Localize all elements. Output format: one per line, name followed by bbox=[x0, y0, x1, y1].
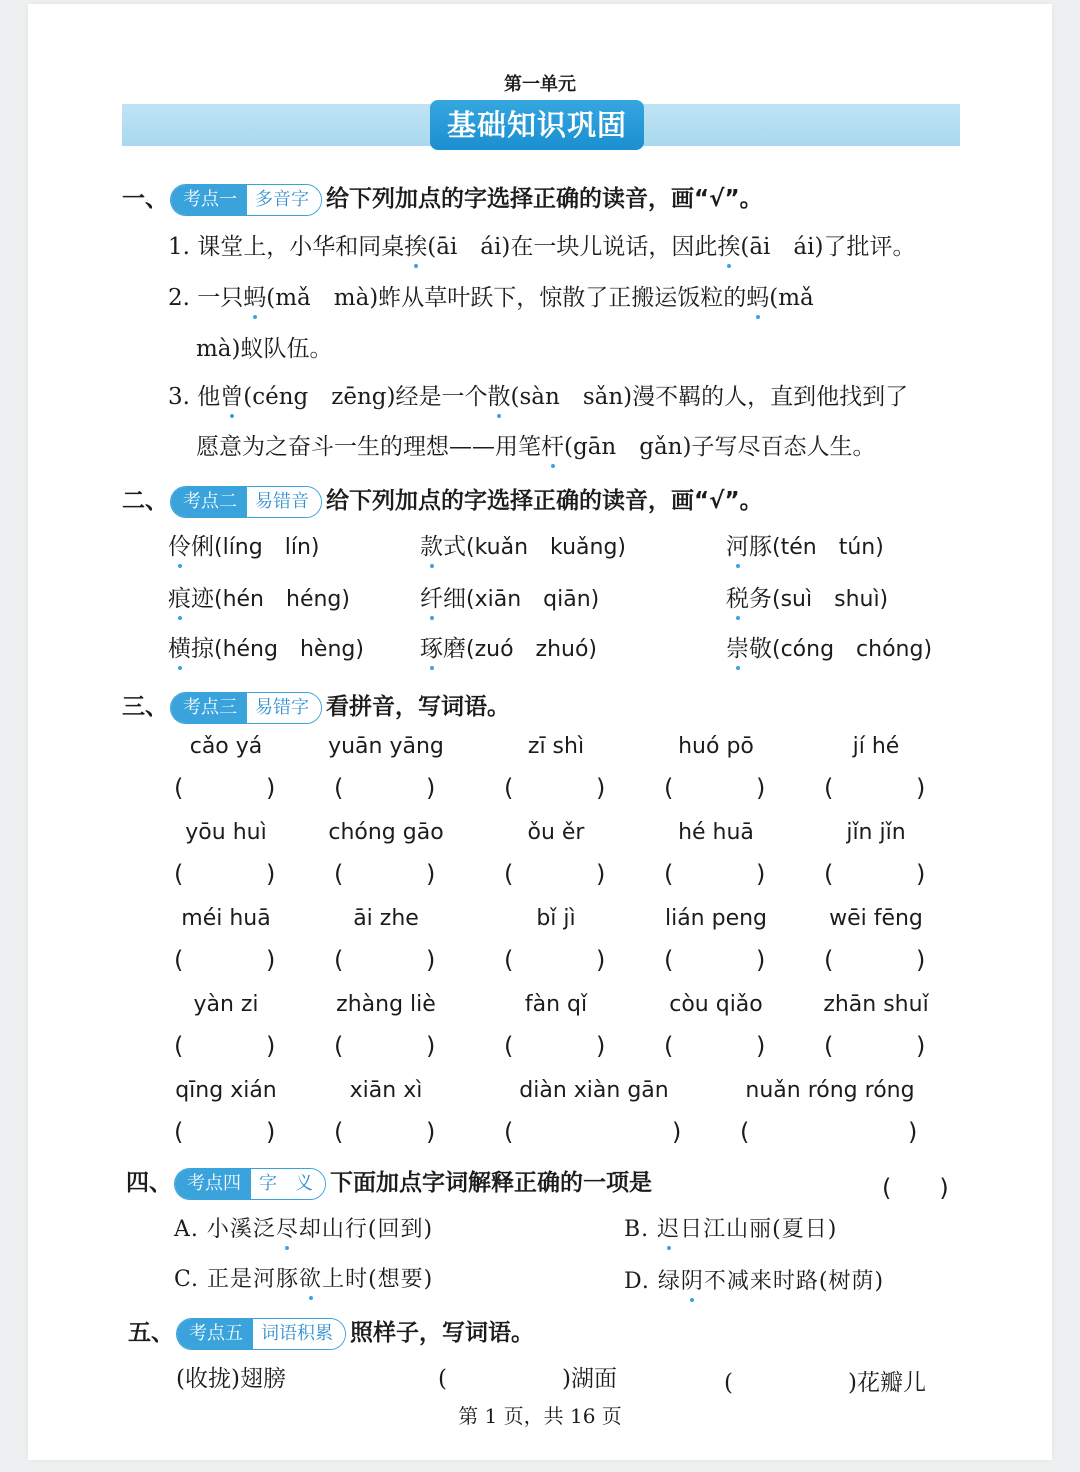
dotted-char: 杆 bbox=[541, 434, 564, 460]
dotted-char: 款 bbox=[420, 534, 443, 560]
question-1-2-cont: mà)蚁队伍。 bbox=[196, 336, 333, 362]
section-4-number: 四、 bbox=[126, 1170, 172, 1196]
pinyin-prompt: xiān xì bbox=[349, 1078, 423, 1103]
pinyin-prompt: nuǎn róng róng bbox=[745, 1078, 915, 1103]
pinyin-prompt: cǎo yá bbox=[189, 734, 263, 759]
answer-box-close[interactable]: ) bbox=[426, 860, 436, 888]
pinyin-prompt: yàn zi bbox=[193, 992, 259, 1017]
pinyin-prompt: huó pō bbox=[678, 734, 754, 759]
section-3-instruction: 看拼音，写词语。 bbox=[326, 694, 510, 720]
answer-box-open[interactable]: ( bbox=[664, 860, 674, 888]
answer-box-close[interactable]: ) bbox=[908, 1118, 918, 1146]
pinyin-prompt: lián peng bbox=[664, 906, 768, 931]
pinyin-options[interactable]: (héng hèng) bbox=[214, 637, 364, 662]
answer-box-close[interactable]: ) bbox=[266, 774, 276, 802]
pinyin-prompt: zhān shuǐ bbox=[823, 992, 929, 1017]
section-4-tag bbox=[174, 1168, 326, 1200]
question-1-1: 1. 课堂上，小华和同桌挨(āi ái)在一块儿说话，因此挨(āi ái)了批评。 bbox=[168, 234, 916, 260]
answer-box-close[interactable]: ) bbox=[916, 946, 926, 974]
tag-topic: 字 义 bbox=[251, 1169, 325, 1199]
answer-box-close[interactable]: ) bbox=[266, 860, 276, 888]
answer-box-close[interactable]: ) bbox=[266, 1118, 276, 1146]
pinyin-prompt: fàn qǐ bbox=[524, 992, 588, 1017]
pinyin-options[interactable]: (hén héng) bbox=[214, 587, 350, 612]
word-blank-2[interactable]: ( )花瓣儿 bbox=[724, 1370, 926, 1396]
word-blank-1[interactable]: ( )湖面 bbox=[438, 1366, 617, 1392]
pronunciation-item: 税务(suì shuì) bbox=[726, 586, 889, 612]
answer-box-open[interactable]: ( bbox=[174, 1118, 184, 1146]
pronunciation-item: 崇敬(cóng chóng) bbox=[726, 636, 933, 662]
answer-box-close[interactable]: ) bbox=[672, 1118, 682, 1146]
dotted-char: 散 bbox=[487, 384, 511, 410]
answer-box-open[interactable]: ( bbox=[334, 946, 344, 974]
section-3-tag bbox=[170, 692, 322, 724]
dotted-char: 欲 bbox=[299, 1267, 323, 1292]
pinyin-options[interactable]: (xiān qiān) bbox=[466, 587, 600, 612]
pinyin-options[interactable]: (cóng chóng) bbox=[772, 637, 933, 662]
pinyin-prompt: ǒu ěr bbox=[527, 820, 585, 845]
section-1-header bbox=[122, 180, 763, 216]
answer-box-close[interactable]: ) bbox=[596, 860, 606, 888]
pronunciation-item: 琢磨(zuó zhuó) bbox=[420, 636, 598, 662]
section-5-tag bbox=[176, 1318, 346, 1350]
answer-box-close[interactable]: ) bbox=[266, 1032, 276, 1060]
answer-box-open[interactable]: ( bbox=[504, 1032, 514, 1060]
answer-box-open[interactable]: ( bbox=[824, 1032, 834, 1060]
tag-topic: 词语积累 bbox=[253, 1319, 345, 1349]
answer-box-close[interactable]: ) bbox=[756, 860, 766, 888]
answer-box-close[interactable]: ) bbox=[596, 774, 606, 802]
page-footer: 第 1 页，共 16 页 bbox=[458, 1404, 622, 1428]
pinyin-options[interactable]: (kuǎn kuǎng) bbox=[466, 535, 626, 560]
section-5-instruction: 照样子，写词语。 bbox=[350, 1320, 534, 1346]
answer-box-close[interactable]: ) bbox=[426, 946, 436, 974]
pinyin-options[interactable]: (tén tún) bbox=[772, 535, 884, 560]
pronunciation-item: 痕迹(hén héng) bbox=[168, 586, 350, 612]
worksheet-page bbox=[28, 4, 1052, 1460]
dotted-char: 税 bbox=[726, 586, 749, 612]
section-1-instruction: 给下列加点的字选择正确的读音，画“√”。 bbox=[326, 186, 763, 212]
answer-box-open[interactable]: ( bbox=[504, 946, 514, 974]
tag-topic: 易错音 bbox=[247, 487, 321, 517]
tag-label: 考点一 bbox=[171, 185, 247, 215]
section-1-number: 一、 bbox=[122, 186, 168, 212]
pronunciation-item: 纤细(xiān qiān) bbox=[420, 586, 600, 612]
pinyin-prompt: yōu huì bbox=[185, 820, 267, 845]
dotted-char: 蚂 bbox=[243, 285, 267, 311]
dotted-char: 挨 bbox=[404, 234, 428, 260]
section-3-header bbox=[122, 688, 510, 724]
section-5-header bbox=[128, 1314, 534, 1350]
pinyin-prompt: qīng xián bbox=[175, 1078, 277, 1103]
option-a: A. 小溪泛尽却山行(回到) bbox=[174, 1217, 434, 1242]
pinyin-prompt: jǐn jǐn bbox=[846, 820, 906, 845]
answer-box-close[interactable]: ) bbox=[596, 1032, 606, 1060]
dotted-char: 迟 bbox=[657, 1217, 681, 1242]
answer-box-open[interactable]: ( bbox=[740, 1118, 750, 1146]
section-banner: 基础知识巩固 bbox=[430, 100, 644, 150]
section-2-tag bbox=[170, 486, 322, 518]
pinyin-prompt: bǐ jì bbox=[536, 906, 576, 931]
question-1-3-cont: 愿意为之奋斗一生的理想——用笔杆(gān gǎn)子写尽百态人生。 bbox=[196, 434, 876, 460]
answer-box-close[interactable]: ) bbox=[916, 774, 926, 802]
pinyin-prompt: wēi fēng bbox=[829, 906, 923, 931]
section-2-instruction: 给下列加点的字选择正确的读音，画“√”。 bbox=[326, 488, 763, 514]
option-d: D. 绿阴不减来时路(树荫) bbox=[624, 1269, 885, 1294]
answer-box-close[interactable]: ) bbox=[596, 946, 606, 974]
answer-box-open[interactable]: ( bbox=[504, 860, 514, 888]
dotted-char: 痕 bbox=[168, 586, 191, 612]
dotted-char: 河 bbox=[726, 534, 749, 560]
answer-box-open[interactable]: ( bbox=[174, 946, 184, 974]
answer-box-open[interactable]: ( bbox=[334, 860, 344, 888]
section-2-header bbox=[122, 482, 763, 518]
pronunciation-item: 河豚(tén tún) bbox=[726, 534, 884, 560]
answer-box-close[interactable]: ) bbox=[756, 946, 766, 974]
section-4-instruction: 下面加点字词解释正确的一项是 bbox=[330, 1170, 652, 1196]
pinyin-options[interactable]: (líng lín) bbox=[214, 535, 320, 560]
answer-box-open[interactable]: ( bbox=[174, 1032, 184, 1060]
answer-box-close[interactable]: ) bbox=[426, 1118, 436, 1146]
answer-box-open[interactable]: ( bbox=[664, 946, 674, 974]
answer-box-open[interactable]: ( bbox=[664, 774, 674, 802]
tag-topic: 多音字 bbox=[247, 185, 321, 215]
dotted-char: 尽 bbox=[275, 1217, 299, 1242]
tag-label: 考点四 bbox=[175, 1169, 251, 1199]
pinyin-options[interactable]: (suì shuì) bbox=[772, 587, 889, 612]
answer-box-close[interactable]: ) bbox=[266, 946, 276, 974]
pinyin-prompt: yuān yāng bbox=[328, 734, 444, 759]
pinyin-prompt: āi zhe bbox=[353, 906, 419, 931]
answer-box-open[interactable]: ( bbox=[174, 860, 184, 888]
answer-box-close[interactable]: ) bbox=[426, 1032, 436, 1060]
dotted-char: 崇 bbox=[726, 636, 749, 662]
pinyin-prompt: diàn xiàn gān bbox=[519, 1078, 669, 1103]
pinyin-prompt: hé huā bbox=[678, 820, 754, 845]
example-word: (收拢)翅膀 bbox=[176, 1366, 286, 1392]
answer-box-open[interactable]: ( bbox=[824, 860, 834, 888]
answer-box-open[interactable]: ( bbox=[174, 774, 184, 802]
answer-box-open[interactable]: ( bbox=[504, 774, 514, 802]
pinyin-prompt: méi huā bbox=[181, 906, 271, 931]
option-c: C. 正是河豚欲上时(想要) bbox=[174, 1267, 434, 1292]
tag-topic: 易错字 bbox=[247, 693, 321, 723]
section-2-number: 二、 bbox=[122, 488, 168, 514]
option-b: B. 迟日江山丽(夏日) bbox=[624, 1217, 838, 1242]
pronunciation-item: 横掠(héng hèng) bbox=[168, 636, 364, 662]
tag-label: 考点五 bbox=[177, 1319, 253, 1349]
answer-box-close[interactable]: ) bbox=[426, 774, 436, 802]
answer-box-open[interactable]: ( bbox=[334, 774, 344, 802]
pinyin-options[interactable]: (zuó zhuó) bbox=[466, 637, 598, 662]
dotted-char: 曾 bbox=[220, 384, 244, 410]
pronunciation-item: 伶俐(líng lín) bbox=[168, 534, 320, 560]
section-3-number: 三、 bbox=[122, 694, 168, 720]
section-5-number: 五、 bbox=[128, 1320, 174, 1346]
dotted-char: 挨 bbox=[717, 234, 741, 260]
tag-label: 考点三 bbox=[171, 693, 247, 723]
pinyin-prompt: zhàng liè bbox=[336, 992, 436, 1017]
section-1-tag bbox=[170, 184, 322, 216]
section-4-header bbox=[126, 1164, 652, 1200]
answer-box-open[interactable]: ( bbox=[504, 1118, 514, 1146]
question-1-3: 3. 他曾(céng zēng)经是一个散(sàn sǎn)漫不羁的人，直到他找到了 bbox=[168, 384, 909, 410]
pinyin-prompt: zī shì bbox=[527, 734, 585, 759]
pinyin-prompt: jí hé bbox=[852, 734, 900, 759]
answer-box-open[interactable]: ( bbox=[824, 774, 834, 802]
dotted-char: 阴 bbox=[680, 1269, 704, 1294]
unit-title: 第一单元 bbox=[504, 74, 576, 95]
dotted-char: 伶 bbox=[168, 534, 191, 560]
answer-blank[interactable]: ( ) bbox=[882, 1174, 949, 1202]
answer-box-open[interactable]: ( bbox=[824, 946, 834, 974]
pinyin-prompt: chóng gāo bbox=[328, 820, 444, 845]
tag-label: 考点二 bbox=[171, 487, 247, 517]
dotted-char: 琢 bbox=[420, 636, 443, 662]
answer-box-close[interactable]: ) bbox=[756, 774, 766, 802]
answer-box-close[interactable]: ) bbox=[916, 860, 926, 888]
answer-box-close[interactable]: ) bbox=[756, 1032, 766, 1060]
pinyin-prompt: còu qiǎo bbox=[669, 992, 763, 1017]
answer-box-open[interactable]: ( bbox=[334, 1118, 344, 1146]
question-1-2: 2. 一只蚂(mǎ mà)蚱从草叶跃下，惊散了正搬运饭粒的蚂(mǎ bbox=[168, 285, 814, 311]
pronunciation-item: 款式(kuǎn kuǎng) bbox=[420, 534, 626, 560]
dotted-char: 横 bbox=[168, 636, 191, 662]
dotted-char: 纤 bbox=[420, 586, 443, 612]
answer-box-open[interactable]: ( bbox=[334, 1032, 344, 1060]
answer-box-close[interactable]: ) bbox=[916, 1032, 926, 1060]
dotted-char: 蚂 bbox=[746, 285, 770, 311]
answer-box-open[interactable]: ( bbox=[664, 1032, 674, 1060]
